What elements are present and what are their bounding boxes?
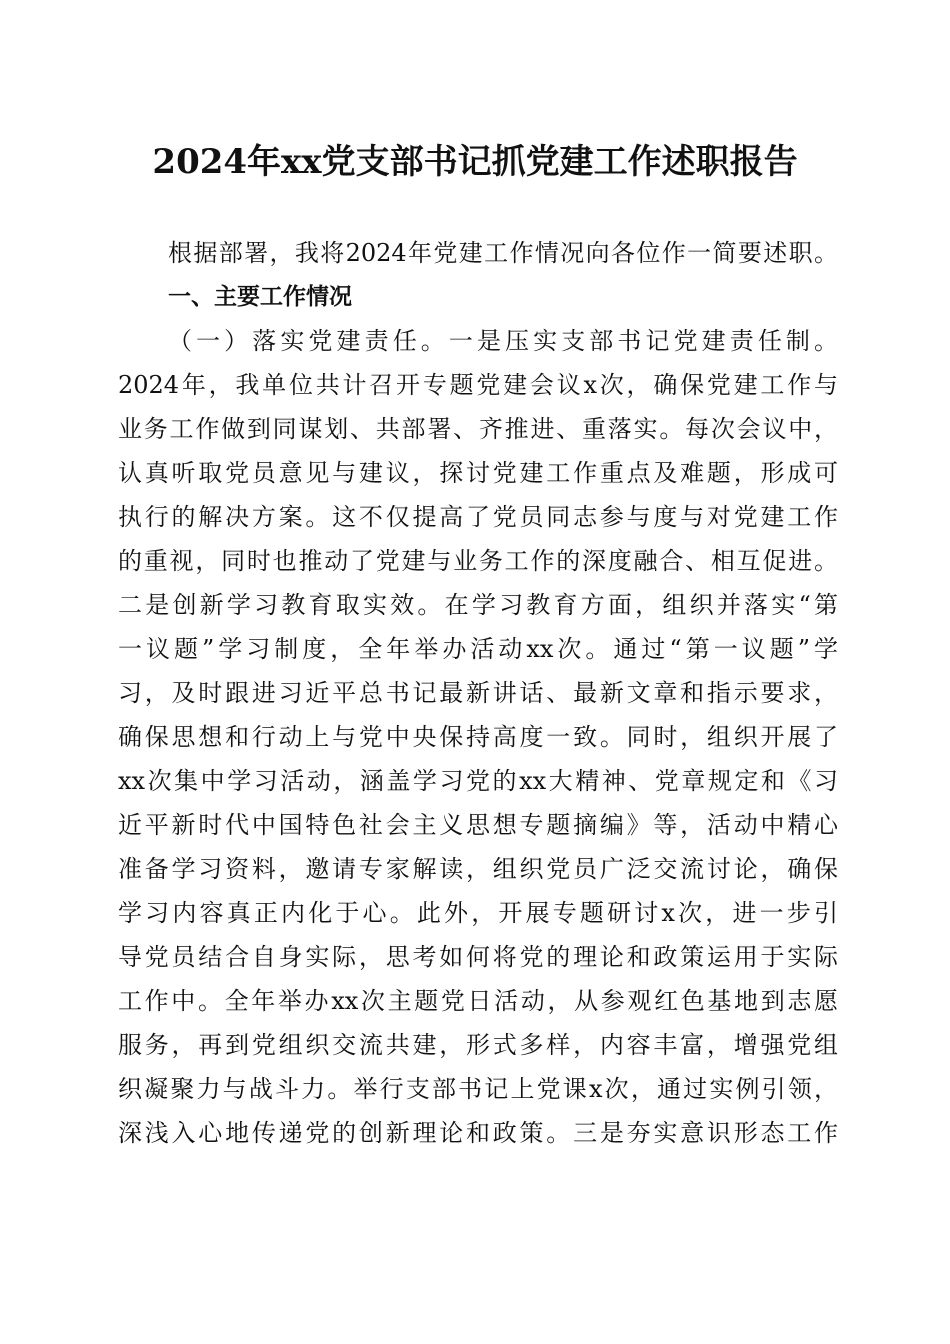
paragraph-line: 认真听取党员意见与建议，探讨党建工作重点及难题，形成可 [118, 459, 838, 487]
paragraph-line: 近平新时代中国特色社会主义思想专题摘编》等，活动中精心 [118, 811, 838, 839]
paragraph-line: 执行的解决方案。这不仅提高了党员同志参与度与对党建工作 [118, 503, 838, 531]
section-heading: 一、主要工作情况 [168, 284, 352, 310]
paragraph-line: 的重视，同时也推动了党建与业务工作的深度融合、相互促进。 [118, 547, 838, 575]
intro-paragraph: 根据部署，我将2024年党建工作情况向各位作一简要述职。 [168, 239, 838, 267]
paragraph-line: xx次集中学习活动，涵盖学习党的xx大精神、党章规定和《习 [118, 767, 838, 795]
paragraph-line: 学习内容真正内化于心。此外，开展专题研讨x次，进一步引 [118, 899, 838, 927]
paragraph-line: 服务，再到党组织交流共建，形式多样，内容丰富，增强党组 [118, 1031, 838, 1059]
paragraph-line: 二是创新学习教育取实效。在学习教育方面，组织并落实“第 [118, 591, 838, 619]
paragraph-line: 一议题”学习制度，全年举办活动xx次。通过“第一议题”学 [118, 635, 838, 663]
paragraph-line: 织凝聚力与战斗力。举行支部书记上党课x次，通过实例引领， [118, 1075, 838, 1103]
paragraph-line: 导党员结合自身实际，思考如何将党的理论和政策运用于实际 [118, 943, 838, 971]
paragraph-line: 业务工作做到同谋划、共部署、齐推进、重落实。每次会议中， [118, 415, 838, 443]
paragraph-line: 2024年，我单位共计召开专题党建会议x次，确保党建工作与 [118, 371, 838, 399]
paragraph-line: 确保思想和行动上与党中央保持高度一致。同时，组织开展了 [118, 723, 838, 751]
paragraph-line: 习，及时跟进习近平总书记最新讲话、最新文章和指示要求， [118, 679, 838, 707]
paragraph-line: 工作中。全年举办xx次主题党日活动，从参观红色基地到志愿 [118, 987, 838, 1015]
paragraph-line: 准备学习资料，邀请专家解读，组织党员广泛交流讨论，确保 [118, 855, 838, 883]
paragraph-line: 深浅入心地传递党的创新理论和政策。三是夯实意识形态工作 [118, 1119, 838, 1147]
paragraph-line: （一）落实党建责任。一是压实支部书记党建责任制。 [168, 327, 838, 355]
document-title: 2024年xx党支部书记抓党建工作述职报告 [152, 142, 798, 182]
